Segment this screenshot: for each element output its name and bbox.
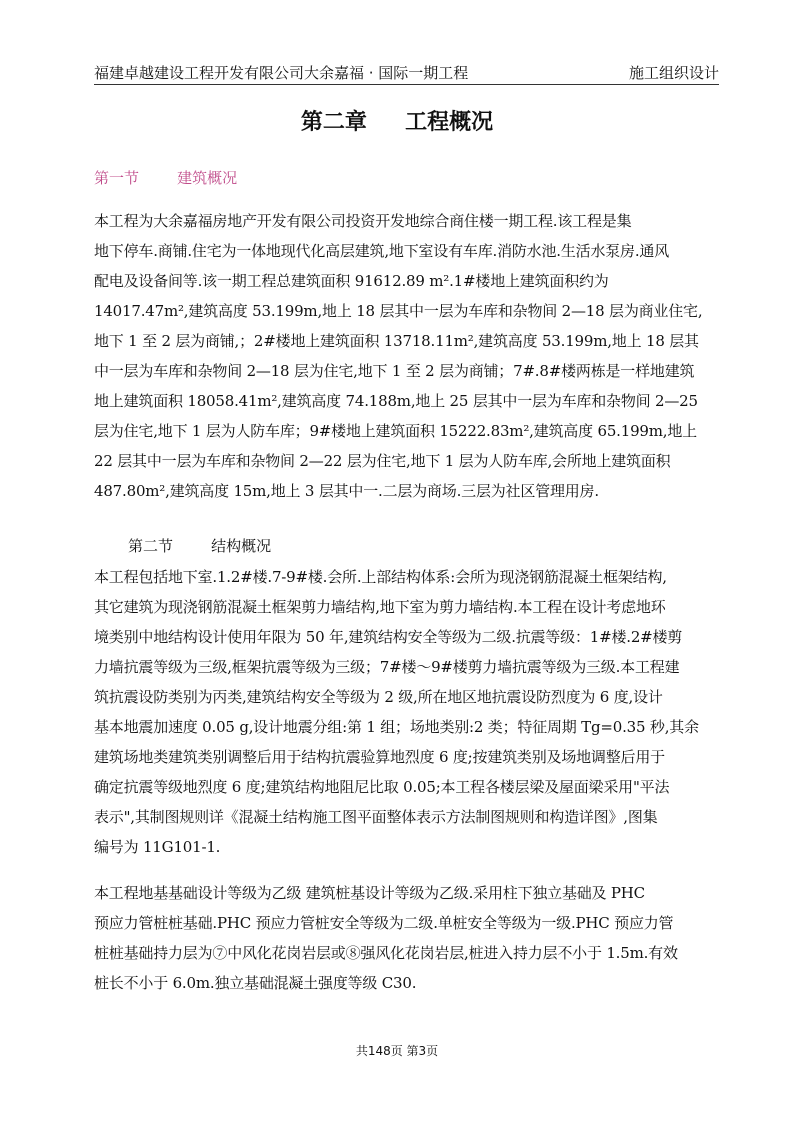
text-line: 本工程包括地下室.1.2#楼.7-9#楼.会所.上部结构体系:会所为现浇钢筋混凝土框架结构,	[94, 568, 667, 586]
section-heading-structure: 第二节 结构概况	[128, 537, 272, 555]
structure-paragraph	[94, 562, 719, 862]
text-line: 层为住宅,地下 1 层为人防车库；9#楼地上建筑面积 15222.83m²,建筑高度 65.199m,地上	[94, 422, 697, 440]
text-line: 地下 1 至 2 层为商铺,；2#楼地上建筑面积 13718.11m²,建筑高度 53.199m,地上 18 层其	[94, 332, 699, 350]
text-line: 境类别中地结构设计使用年限为 50 年,建筑结构安全等级为二级.抗震等级：1#楼.2#楼剪	[94, 628, 683, 646]
text-line: 基本地震加速度 0.05 g,设计地震分组:第 1 组；场地类别:2 类；特征周期 Tg=0.35 秒,其余	[94, 718, 699, 736]
text-line: 14017.47m²,建筑高度 53.199m,地上 18 层其中一层为车库和杂物间 2—18 层为商业住宅,	[94, 302, 703, 320]
page-header	[94, 62, 719, 85]
text-line: 本工程为大余嘉福房地产开发有限公司投资开发地综合商住楼一期工程.该工程是集	[94, 212, 632, 230]
text-line: 预应力管桩桩基础.PHC 预应力管桩安全等级为二级.单桩安全等级为一级.PHC 预应力管	[94, 914, 674, 932]
text-line: 487.80m²,建筑高度 15m,地上 3 层其中一.二层为商场.三层为社区管理用房.	[94, 482, 599, 500]
text-line: 本工程地基基础设计等级为乙级 建筑桩基设计等级为乙级.采用柱下独立基础及 PHC	[94, 884, 645, 902]
text-line: 配电及设备间等.该一期工程总建筑面积 91612.89 m².1#楼地上建筑面积约为	[94, 272, 609, 290]
foundation-paragraph	[94, 878, 719, 998]
text-line: 筑抗震设防类别为丙类,建筑结构安全等级为 2 级,所在地区地抗震设防烈度为 6 度,设计	[94, 688, 663, 706]
text-line: 力墙抗震等级为三级,框架抗震等级为三级；7#楼～9#楼剪力墙抗震等级为三级.本工程建	[94, 658, 680, 676]
text-line: 桩桩基础持力层为⑦中风化花岗岩层或⑧强风化花岗岩层,桩进入持力层不小于 1.5m.有效	[94, 944, 678, 962]
header-document-type: 施工组织设计	[628, 64, 719, 82]
text-line: 地上建筑面积 18058.41m²,建筑高度 74.188m,地上 25 层其中一层为车库和杂物间 2—25	[94, 392, 698, 410]
text-line: 桩长不小于 6.0m.独立基础混凝土强度等级 C30.	[94, 974, 417, 992]
text-line: 表示",其制图规则详《混凝土结构施工图平面整体表示方法制图规则和构造详图》,图集	[94, 808, 658, 826]
section-heading-architecture: 第一节 建筑概况	[94, 169, 238, 187]
chapter-title: 第二章 工程概况	[300, 110, 494, 135]
text-line: 22 层其中一层为车库和杂物间 2—22 层为住宅,地下 1 层为人防车库,会所地上建筑面积	[94, 452, 671, 470]
text-line: 建筑场地类建筑类别调整后用于结构抗震验算地烈度 6 度;按建筑类别及场地调整后用于	[94, 748, 665, 766]
page-footer-page-number: 共148页 第3页	[355, 1044, 439, 1058]
header-project-name: 福建卓越建设工程开发有限公司大余嘉福 · 国际一期工程	[94, 64, 469, 82]
text-line: 其它建筑为现浇钢筋混凝土框架剪力墙结构,地下室为剪力墙结构.本工程在设计考虑地环	[94, 598, 666, 616]
architecture-paragraph	[94, 206, 719, 506]
text-line: 地下停车.商铺.住宅为一体地现代化高层建筑,地下室设有车库.消防水池.生活水泵房.通风	[94, 242, 670, 260]
text-line: 编号为 11G101-1.	[94, 838, 221, 856]
text-line: 确定抗震等级地烈度 6 度;建筑结构地阻尼比取 0.05;本工程各楼层梁及屋面梁采用"平法	[94, 778, 670, 796]
text-line: 中一层为车库和杂物间 2—18 层为住宅,地下 1 至 2 层为商铺；7#.8#楼两栋是一样地建筑	[94, 362, 695, 380]
